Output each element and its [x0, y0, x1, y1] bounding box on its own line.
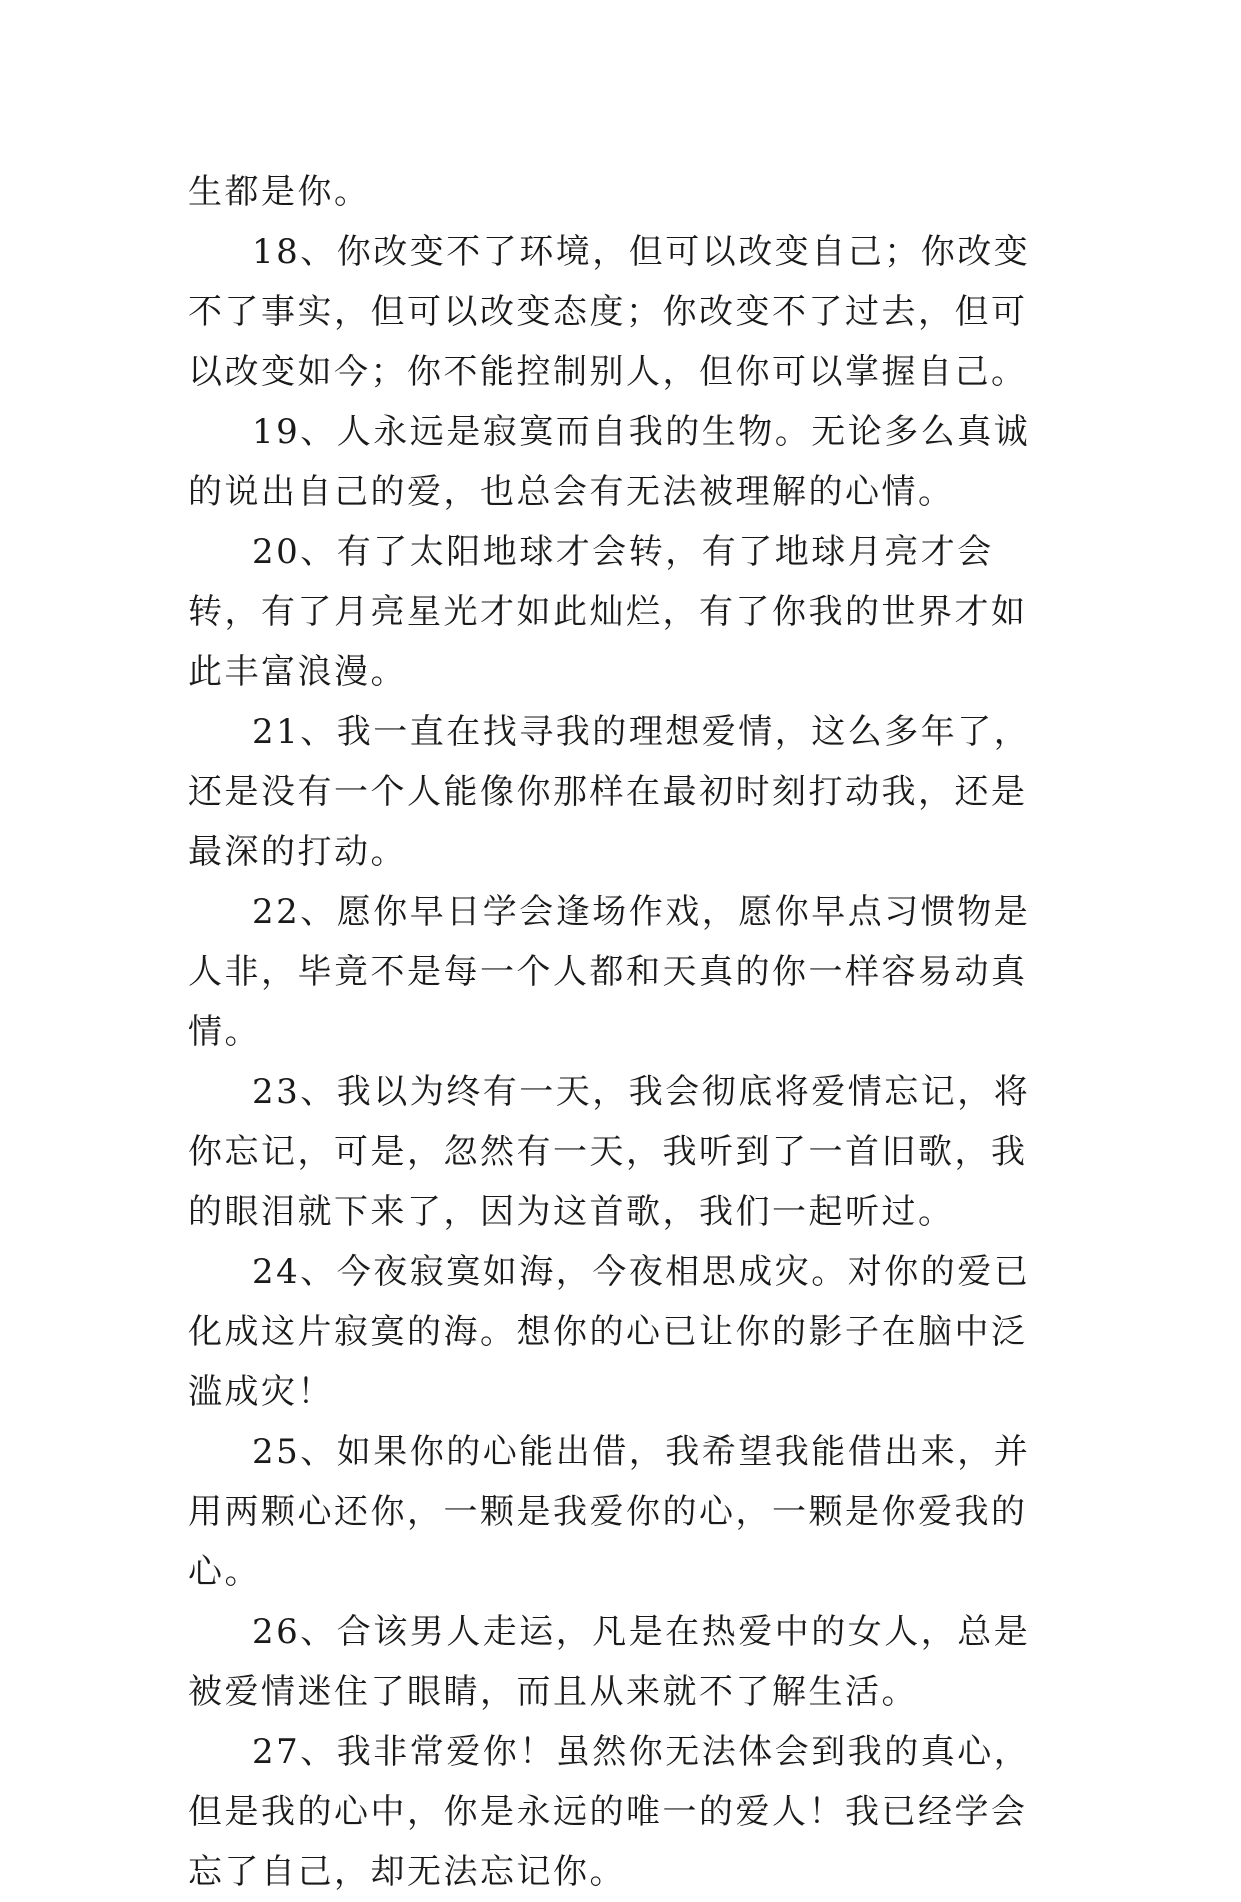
paragraph-21: 21、我一直在找寻我的理想爱情，这么多年了，还是没有一个人能像你那样在最初时刻打动我，还是最深的打动。: [188, 712, 1031, 872]
paragraph-18: 18、你改变不了环境，但可以改变自己；你改变不了事实，但可以改变态度；你改变不了过去，但可以改变如今；你不能控制别人，但你可以掌握自己。: [188, 232, 1031, 392]
paragraph-20: 20、有了太阳地球才会转，有了地球月亮才会转，有了月亮星光才如此灿烂，有了你我的世界才如此丰富浪漫。: [188, 532, 1028, 692]
document-body: [188, 162, 1058, 1902]
lead-fragment: 生都是你。: [188, 172, 371, 212]
paragraph-23: 23、我以为终有一天，我会彻底将爱情忘记，将你忘记，可是，忽然有一天，我听到了一首旧歌，我的眼泪就下来了，因为这首歌，我们一起听过。: [188, 1072, 1031, 1232]
paragraph-24: 24、今夜寂寞如海，今夜相思成灾。对你的爱已化成这片寂寞的海。想你的心已让你的影子在脑中泛滥成灾！: [188, 1252, 1031, 1412]
paragraph-19: 19、人永远是寂寞而自我的生物。无论多么真诚的说出自己的爱，也总会有无法被理解的心情。: [188, 412, 1031, 512]
paragraph-26: 26、合该男人走运，凡是在热爱中的女人，总是被爱情迷住了眼睛，而且从来就不了解生活。: [188, 1612, 1031, 1712]
paragraph-22: 22、愿你早日学会逢场作戏，愿你早点习惯物是人非，毕竟不是每一个人都和天真的你一样容易动真情。: [188, 892, 1031, 1052]
paragraph-25: 25、如果你的心能出借，我希望我能借出来，并用两颗心还你，一颗是我爱你的心，一颗是你爱我的心。: [188, 1432, 1031, 1592]
paragraph-27: 27、我非常爱你！虽然你无法体会到我的真心，但是我的心中，你是永远的唯一的爱人！我已经学会忘了自己，却无法忘记你。: [188, 1732, 1031, 1892]
